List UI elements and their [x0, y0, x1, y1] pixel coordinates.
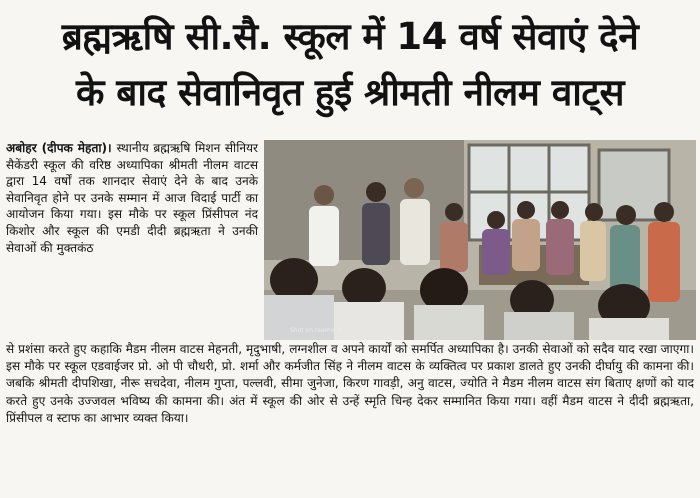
photo-illustration [264, 140, 696, 340]
dateline: अबोहर (दीपक मेहता)। [6, 141, 117, 155]
headline-line-2: के बाद सेवानिवृत हुई श्रीमती नीलम वाट्स [75, 71, 625, 114]
column-paragraph: स्थानीय ब्रह्मऋषि मिशन सीनियर सैकेंडरी स्कूल की वरिष्ठ अध्यापिका श्रीमती नीलम वाटस द्वारा 14 वर्षों तक शानदार सेवाएं देने के बाद उनके सेवानिवृत होने पर उनके सम्मान में आज विदाई पार्टी का आयोजन किया गया। इस मौके पर स्कूल प्रिंसीपल नंद किशोर और स्कूल की एमडी दीदी ब्रह्मऋता ने उनकी सेवाओं की मुक्तकंठ [6, 141, 258, 255]
article-column-text [6, 140, 258, 256]
article-full-text: से प्रशंसा करते हुए कहाकि मैडम नीलम वाटस मेहनती, मृदुभाषी, लग्नशील व अपने कार्यों को समर्पित अध्यापिका है। उनकी सेवाओं को सदैव याद रखा जाएगा। इस मौके पर स्कूल एडवाईजर प्रो. ओ पी चौधरी, प्रो. शर्मा और कर्मजीत सिंह ने नीलम वाटस के व्यक्तित्व पर प्रकाश डालते हुए उनकी दीर्घायु की कामना की। जबकि श्रीमती दीपशिखा, नीरू सचदेवा, नीलम गुप्ता, पल्लवी, सीमा जुनेजा, किरण गावड़ी, अनु वाटस, ज्योति ने मैडम नीलम वाटस संग बिताए क्षणों को याद करते हुए उनके उज्जवल भविष्य की कामना की। अंत में स्कूल की ओर से उन्हें स्मृति चिन्ह देकर सम्मानित किया गया। वहीं मैडम वाटस ने दीदी ब्रह्मऋता, प्रिंसीपल व स्टाफ का आभार व्यक्त किया। [6, 342, 694, 425]
headline-line-1: ब्रह्मऋषि सी.सै. स्कूल में 14 वर्ष सेवाएं देने [61, 15, 639, 58]
photo-credit: Shot on realme 3 [290, 327, 342, 334]
article-photo [264, 140, 696, 340]
